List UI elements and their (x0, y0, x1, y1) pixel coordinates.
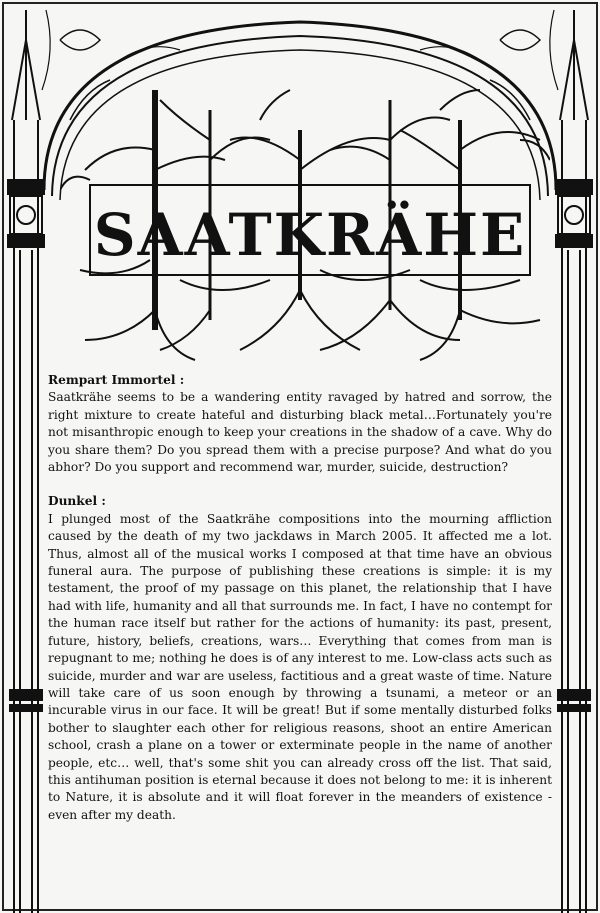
answer-speaker: Dunkel : (48, 494, 106, 509)
paragraph-gap (48, 476, 552, 493)
band-name-text: SAATKRÄHE (93, 201, 527, 269)
right-pillar (556, 10, 592, 913)
question-speaker: Rempart Immortel : (48, 373, 185, 387)
answer-text: I plunged most of the Saatkrähe compositions into the mourning affliction caused by the death of my two jackdaws in March 2005. It affected me a lot. Thus, almost all of the musical works I composed at that time have an obvious funeral aura. The purpose of publishing these creations is simple: it is my testament, the proof of my passage on this planet, the relationship that I have had with life, humanity and all that surrounds me. In fact, I have no contempt for the human race itself but rather for the actions of humanity: its past, present, future, history, beliefs, creations, wars… Everything that comes from man is repugnant to me; nothing he does is of any interest to me. Low-class acts such as suicide, murder and war are useless, factitious and a great waste of time. Nature will take care of us soon enough by throwing a tsunami, a meteor or an incurable virus in our face. It will be great! But if some mentally disturbed folks bother to slaughter each other for religious reasons, shoot an entire American school, crash a plane on a tower or exterminate people in the name of another people, etc… well, that's some shit you can already cross off the list. That said, this antihuman position is eternal because it does not belong to me: it is inherent to Nature, it is absolute and it will float forever in the meanders of existence - even after my death. (48, 511, 552, 822)
question-text: Saatkrähe seems to be a wandering entity ravaged by hatred and sorrow, the right mixture to create hateful and disturbing black metal…Fortunately you're not misanthropic enough to keep your creations in the shadow of a cave. Why do you share them? Do you spread them with a precise purpose? And what do you abhor? Do you support and recommend war, murder, suicide, destruction? (48, 390, 552, 475)
left-pillar (8, 10, 44, 913)
interview-text (48, 372, 552, 824)
tree-roots-art (60, 70, 550, 370)
band-logo (60, 70, 550, 370)
